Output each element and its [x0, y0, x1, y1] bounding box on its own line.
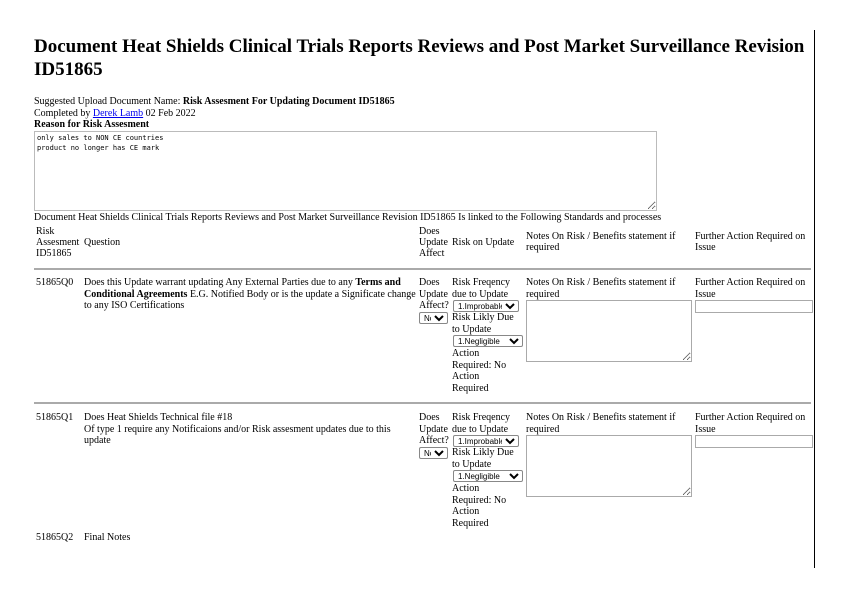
- affect-select[interactable]: [419, 312, 448, 324]
- further-action-input[interactable]: [695, 435, 813, 448]
- risk-freq-label: Risk Freqency due to Update: [452, 277, 511, 300]
- action-required-text: Action Required: No Action Required: [452, 483, 507, 529]
- final-notes-label: Final Notes: [84, 532, 131, 543]
- header-notes: Notes On Risk / Benefits statement if required: [526, 231, 676, 253]
- risk-likely-label: Risk Likly Due to Update: [452, 312, 514, 335]
- row-divider: [34, 402, 811, 404]
- completed-date: 02 Feb 2022: [145, 107, 196, 119]
- header-id: Risk Assesment ID51865: [36, 226, 80, 259]
- risk-likely-select[interactable]: [453, 335, 523, 347]
- further-action-input[interactable]: [695, 300, 813, 313]
- completed-label: Completed by: [34, 107, 91, 119]
- page-edge-line: [814, 30, 815, 568]
- header-risk: Risk on Update: [452, 237, 515, 248]
- risk-freq-label: Risk Freqency due to Update: [452, 412, 511, 435]
- action-required-text: Action Required: No Action Required: [452, 348, 507, 394]
- affect-label: Does Update Affect?: [419, 277, 449, 311]
- row-question: Does this Update warrant updating Any External Parties due to any Terms and Conditional Agreements E.G. Notified Body or is the update a Significate change to any ISO Certifications: [84, 277, 416, 311]
- header-affect: Does Update Affect: [419, 226, 448, 259]
- row-question: Does Heat Shields Technical file #18 Of type 1 require any Notificaions and/or Risk assesment updates due to this update: [84, 412, 391, 446]
- affect-select[interactable]: [419, 447, 448, 459]
- notes-label: Notes On Risk / Benefits statement if required: [526, 412, 676, 435]
- further-label: Further Action Required on Issue: [695, 277, 806, 300]
- upload-name-line: [34, 96, 774, 108]
- risk-freq-select[interactable]: [453, 435, 519, 447]
- reason-textarea[interactable]: [34, 131, 657, 211]
- notes-label: Notes On Risk / Benefits statement if required: [526, 277, 676, 300]
- affect-label: Does Update Affect?: [419, 412, 449, 446]
- final-id: 51865Q2: [36, 532, 74, 543]
- row-divider: [34, 268, 811, 270]
- row-id: 51865Q0: [36, 277, 74, 288]
- upload-name: Risk Assesment For Updating Document ID51865: [182, 96, 395, 107]
- risk-likely-label: Risk Likly Due to Update: [452, 447, 514, 470]
- completed-by-link[interactable]: Derek Lamb: [92, 107, 144, 119]
- risk-likely-select[interactable]: [453, 470, 523, 482]
- risk-freq-select[interactable]: [453, 300, 519, 312]
- reason-label: Reason for Risk Assesment: [34, 119, 150, 130]
- notes-textarea[interactable]: [526, 435, 692, 497]
- notes-textarea[interactable]: [526, 300, 692, 362]
- row-id: 51865Q1: [36, 412, 74, 423]
- upload-label: Suggested Upload Document Name:: [34, 96, 181, 107]
- meta-block: [34, 96, 774, 131]
- header-further: Further Action Required on Issue: [695, 231, 806, 253]
- completed-line: [34, 108, 774, 120]
- linked-standards-text: Document Heat Shields Clinical Trials Reports Reviews and Post Market Surveillance Revision ID51865 Is linked to the Following Standards and processes: [34, 212, 662, 223]
- page-title: Document Heat Shields Clinical Trials Reports Reviews and Post Market Surveillance Revision ID51865: [34, 36, 805, 80]
- header-question: Question: [84, 237, 121, 248]
- further-label: Further Action Required on Issue: [695, 412, 806, 435]
